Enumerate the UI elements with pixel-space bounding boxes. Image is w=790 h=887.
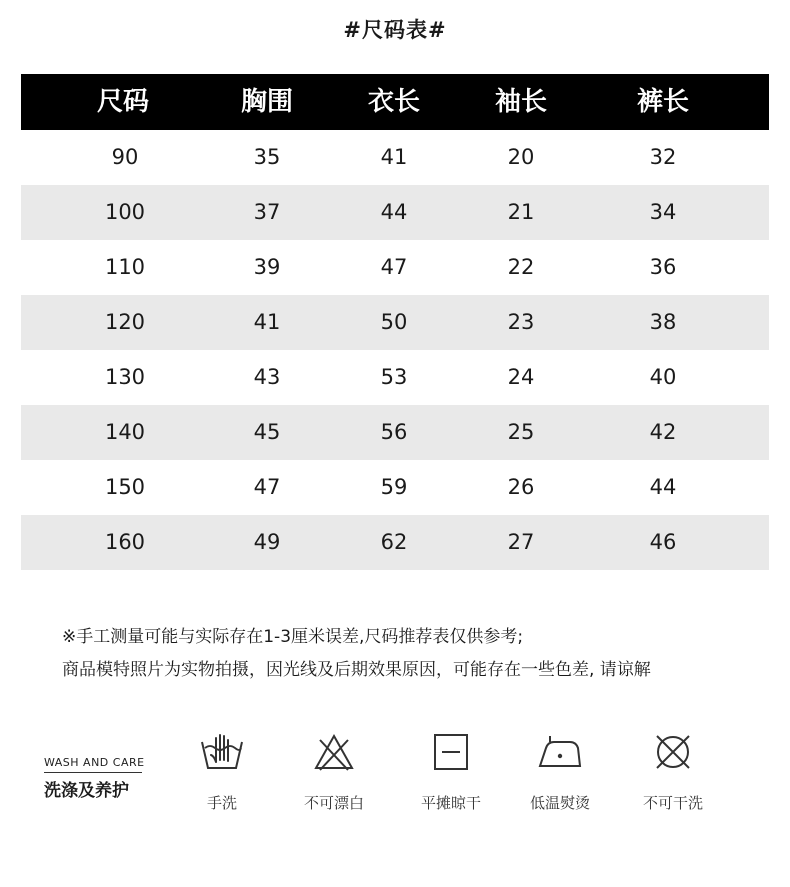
table-row xyxy=(21,185,769,240)
cell: 34 xyxy=(649,200,677,224)
cell: 40 xyxy=(649,365,677,389)
cell: 41 xyxy=(253,310,281,334)
cell: 130 xyxy=(104,365,146,389)
cell: 49 xyxy=(253,530,281,554)
care-label: 平摊晾干 xyxy=(420,794,481,812)
cell: 25 xyxy=(507,420,535,444)
cell: 160 xyxy=(104,530,146,554)
care-title-cn: 洗涤及养护 xyxy=(44,781,129,801)
cell: 47 xyxy=(253,475,281,499)
color-note: 商品模特照片为实物拍摄，因光线及后期效果原因，可能存在一些色差, 请谅解 xyxy=(62,660,651,680)
care-item-no-dry-clean xyxy=(618,732,728,813)
low-iron-icon xyxy=(536,732,584,772)
cell: 62 xyxy=(380,530,408,554)
cell: 43 xyxy=(253,365,281,389)
table-header xyxy=(21,74,769,130)
care-item-dry-flat xyxy=(396,732,506,813)
care-title-en: WASH AND CARE xyxy=(44,756,145,769)
cell: 140 xyxy=(104,420,146,444)
cell: 56 xyxy=(380,420,408,444)
table-row xyxy=(21,350,769,405)
cell: 21 xyxy=(507,200,535,224)
hand-wash-icon xyxy=(199,732,245,772)
cell: 32 xyxy=(649,145,677,169)
cell: 39 xyxy=(253,255,281,279)
cell: 90 xyxy=(111,145,139,169)
cell: 27 xyxy=(507,530,535,554)
cell: 47 xyxy=(380,255,408,279)
care-label: 手洗 xyxy=(206,794,237,812)
cell: 53 xyxy=(380,365,408,389)
care-label: 不可漂白 xyxy=(303,794,364,812)
header-sleeve: 袖长 xyxy=(494,87,547,117)
cell: 50 xyxy=(380,310,408,334)
cell: 44 xyxy=(380,200,408,224)
care-label: 低温熨烫 xyxy=(529,794,590,812)
cell: 20 xyxy=(507,145,535,169)
cell: 22 xyxy=(507,255,535,279)
cell: 23 xyxy=(507,310,535,334)
cell: 110 xyxy=(104,255,146,279)
care-item-no-bleach xyxy=(279,732,389,813)
table-row xyxy=(21,130,769,185)
measurement-note: ※手工测量可能与实际存在1-3厘米误差,尺码推荐表仅供参考; xyxy=(62,627,524,647)
care-item-hand-wash xyxy=(167,732,277,813)
cell: 38 xyxy=(649,310,677,334)
table-row xyxy=(21,295,769,350)
size-table xyxy=(21,74,769,570)
cell: 24 xyxy=(507,365,535,389)
table-row xyxy=(21,405,769,460)
cell: 46 xyxy=(649,530,677,554)
cell: 100 xyxy=(104,200,146,224)
header-length: 衣长 xyxy=(367,87,420,117)
page-title: #尺码表# xyxy=(343,18,447,42)
no-dry-clean-icon xyxy=(651,732,695,772)
cell: 36 xyxy=(649,255,677,279)
cell: 59 xyxy=(380,475,408,499)
care-item-low-iron xyxy=(505,732,615,813)
cell: 41 xyxy=(380,145,408,169)
cell: 26 xyxy=(507,475,535,499)
header-chest: 胸围 xyxy=(240,87,293,117)
table-row xyxy=(21,460,769,515)
cell: 37 xyxy=(253,200,281,224)
cell: 44 xyxy=(649,475,677,499)
no-bleach-icon xyxy=(312,732,356,772)
cell: 150 xyxy=(104,475,146,499)
care-divider xyxy=(44,772,142,773)
table-row xyxy=(21,240,769,295)
header-size: 尺码 xyxy=(96,87,149,117)
cell: 45 xyxy=(253,420,281,444)
dry-flat-icon xyxy=(431,732,471,772)
header-pants: 裤长 xyxy=(636,87,689,117)
cell: 35 xyxy=(253,145,281,169)
table-row xyxy=(21,515,769,570)
cell: 120 xyxy=(104,310,146,334)
cell: 42 xyxy=(649,420,677,444)
care-label: 不可干洗 xyxy=(642,794,703,812)
